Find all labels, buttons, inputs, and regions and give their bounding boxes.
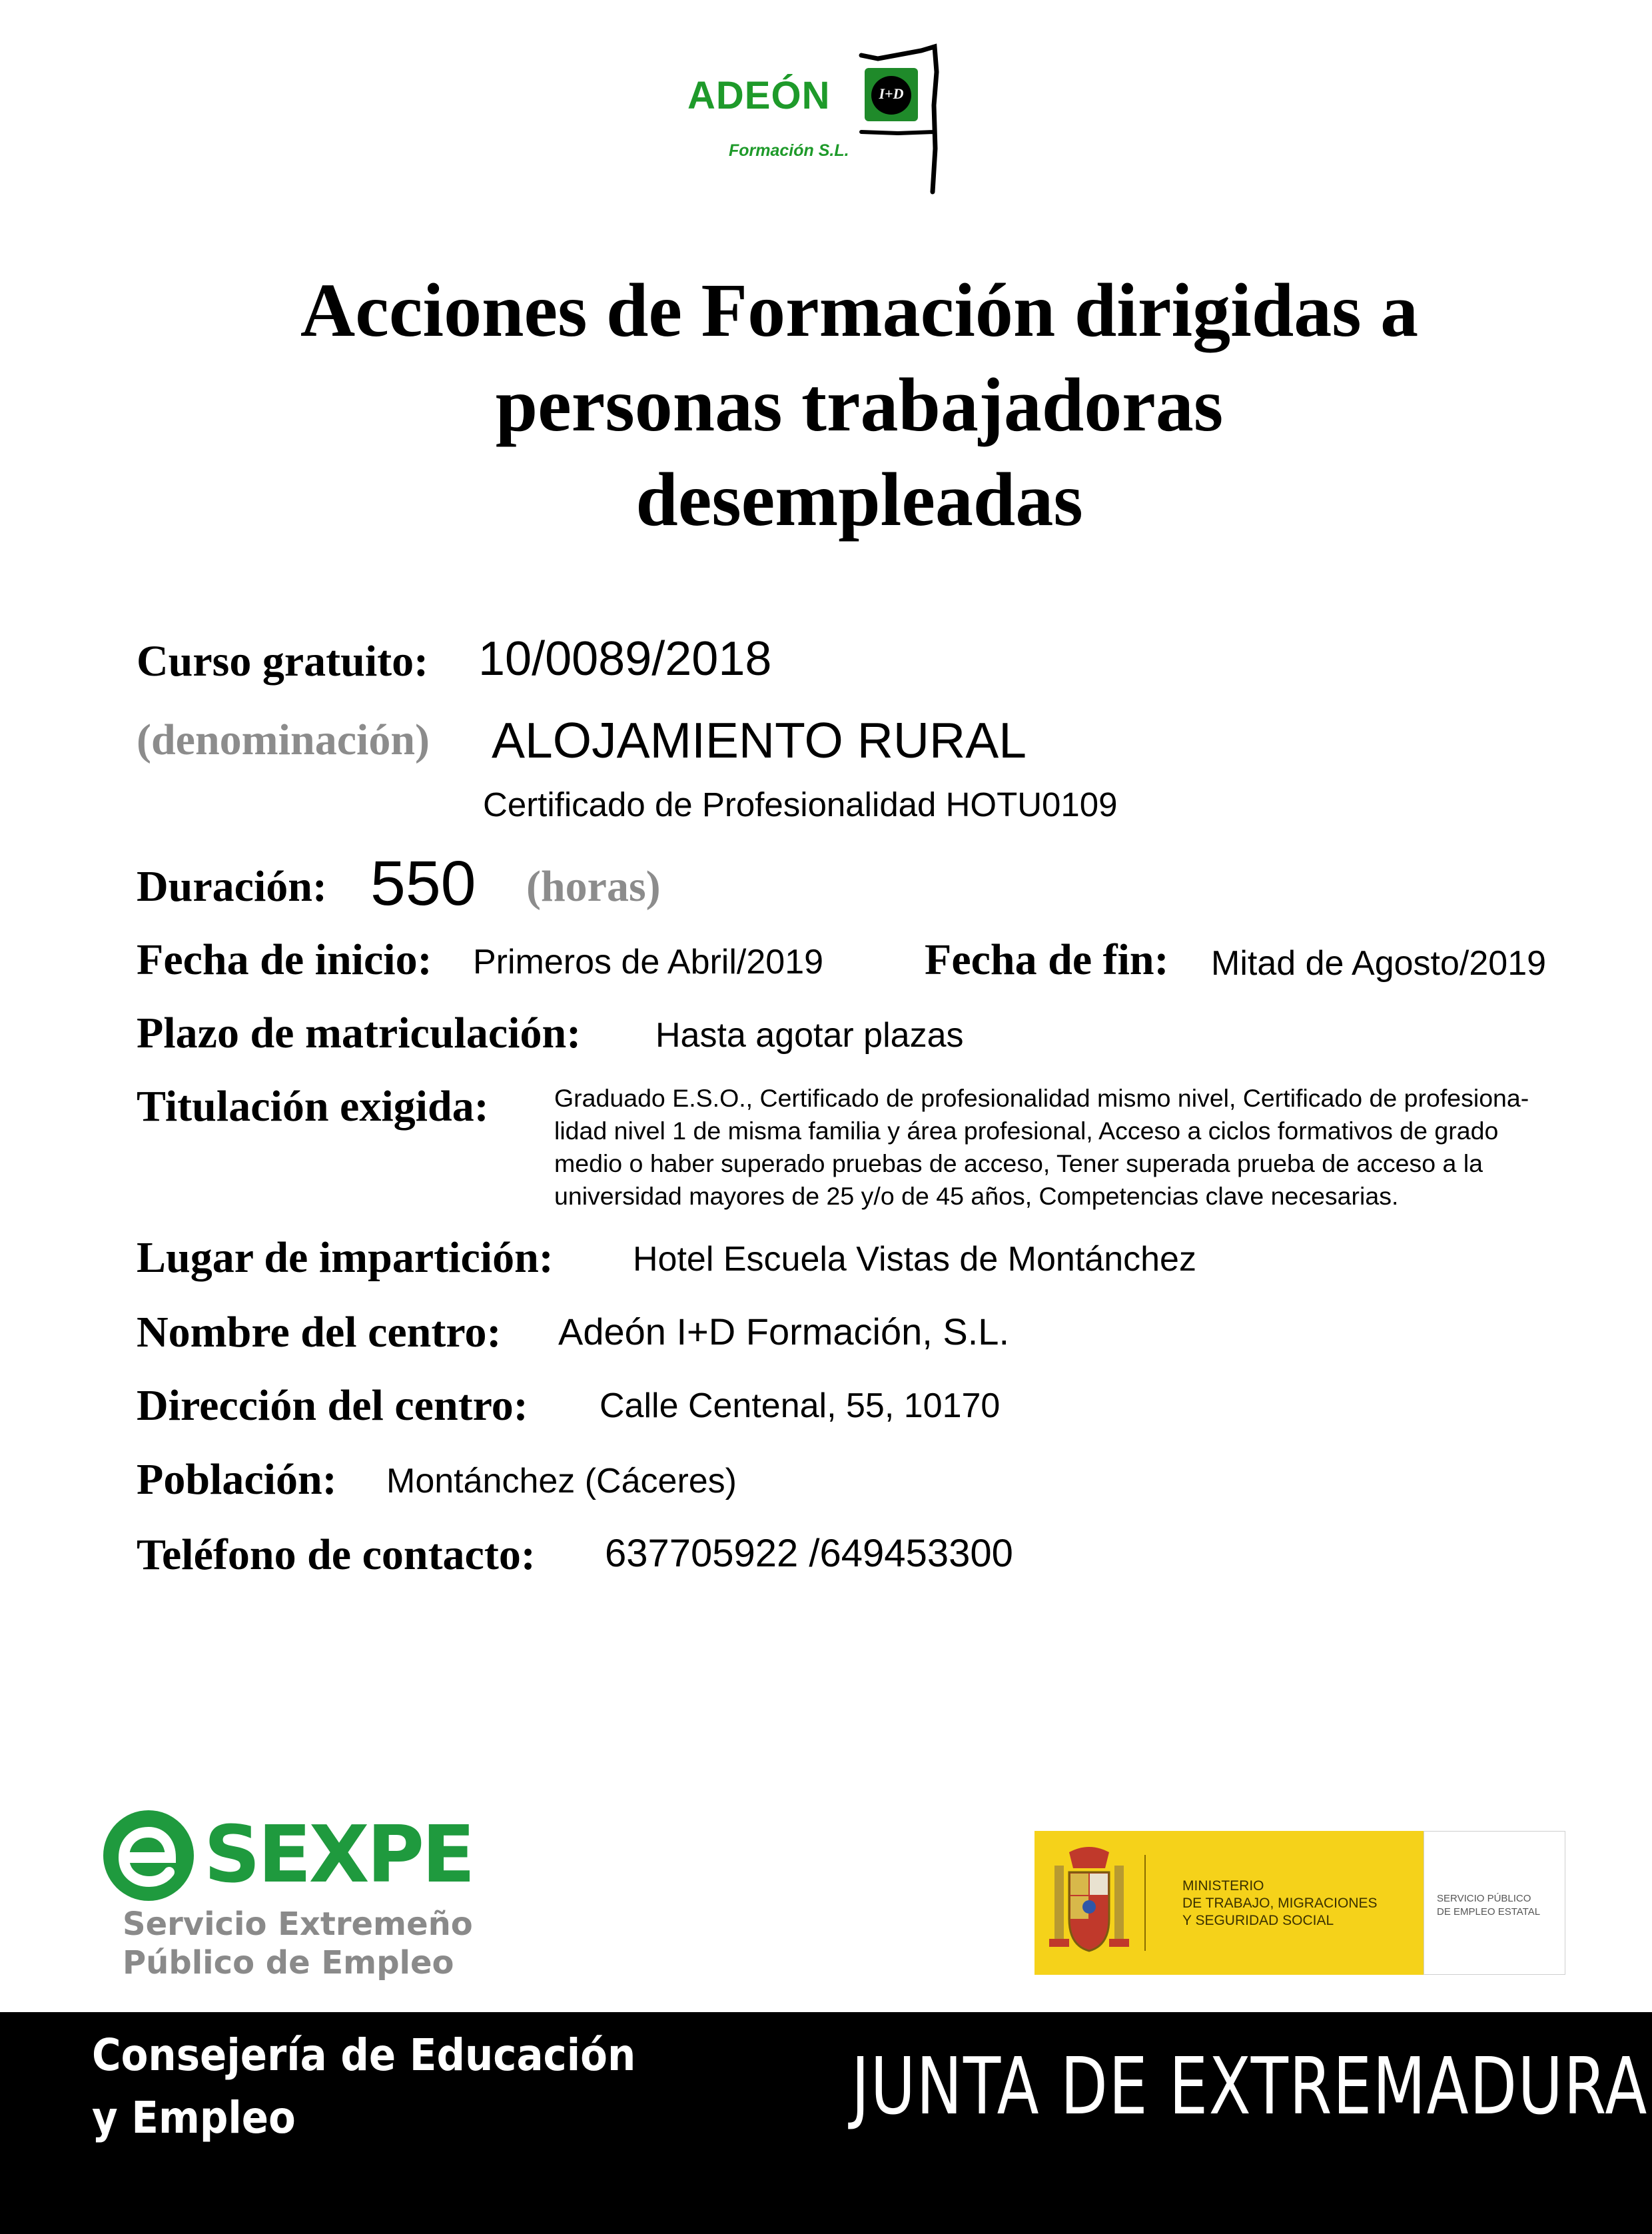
- course-certificate: Certificado de Profesionalidad HOTU0109: [483, 786, 1118, 824]
- duration-unit: (horas): [526, 862, 661, 911]
- place-label: Lugar de impartición:: [137, 1233, 554, 1282]
- sexpe-sub-line: Servicio Extremeño: [123, 1906, 473, 1943]
- enrollment-value: Hasta agotar plazas: [655, 1016, 964, 1055]
- start-date: Primeros de Abril/2019: [473, 943, 824, 981]
- center-value: Adeón I+D Formación, S.L.: [558, 1311, 1010, 1353]
- requirements-line: universidad mayores de 25 y/o de 45 años, Competencias clave necesarias.: [554, 1182, 1399, 1210]
- ministry-line: MINISTERIO: [1182, 1878, 1264, 1894]
- enrollment-label: Plazo de matriculación:: [137, 1009, 582, 1057]
- adeon-logo: [679, 27, 973, 200]
- title-line: desempleadas: [635, 457, 1083, 542]
- footer-bar: [0, 2012, 1652, 2234]
- address-label: Dirección del centro:: [137, 1381, 528, 1430]
- adeon-logo-name: ADEÓN: [687, 74, 831, 117]
- requirements-label: Titulación exigida:: [137, 1082, 489, 1131]
- title-line: Acciones de Formación dirigidas a: [300, 268, 1419, 352]
- requirements-line: lidad nivel 1 de misma familia y área profesional, Acceso a ciclos formativos de grado: [554, 1117, 1499, 1145]
- title-line: personas trabajadoras: [495, 362, 1224, 447]
- sexpe-sub-line: Público de Empleo: [123, 1944, 454, 1981]
- course-code-label: Curso gratuito:: [137, 637, 429, 686]
- course-code: 10/0089/2018: [478, 632, 772, 686]
- phone-value: 637705922 /649453300: [605, 1532, 1013, 1575]
- start-date-label: Fecha de inicio:: [137, 935, 432, 984]
- end-date-label: Fecha de fin:: [925, 935, 1169, 984]
- ministry-line: Y SEGURIDAD SOCIAL: [1182, 1913, 1334, 1928]
- end-date: Mitad de Agosto/2019: [1211, 944, 1547, 983]
- requirements-line: Graduado E.S.O., Certificado de profesionalidad mismo nivel, Certificado de profesiona-: [554, 1084, 1529, 1112]
- footer-consejeria-line: y Empleo: [92, 2092, 296, 2143]
- footer-junta-title: JUNTA DE EXTREMADURA: [851, 2040, 1648, 2132]
- adeon-logo-sub: Formación S.L.: [729, 141, 849, 160]
- sexpe-e-icon: [99, 1806, 199, 1906]
- ministry-divider: [1144, 1855, 1146, 1951]
- town-label: Población:: [137, 1455, 337, 1504]
- adeon-badge-text: I+D: [879, 85, 904, 102]
- adeon-frame-icon: [858, 32, 971, 200]
- sexpe-logo: [99, 1806, 473, 1985]
- requirements-line: medio o haber superado pruebas de acceso, Tener superada prueba de acceso a la: [554, 1149, 1483, 1177]
- phone-label: Teléfono de contacto:: [137, 1530, 536, 1579]
- ministry-line: DE TRABAJO, MIGRACIONES: [1182, 1896, 1378, 1911]
- page-title: [0, 263, 1652, 547]
- ministry-logo: [1034, 1831, 1565, 1975]
- course-name-label: (denominación): [137, 716, 430, 764]
- duration-value: 550: [370, 848, 476, 919]
- place-value: Hotel Escuela Vistas de Montánchez: [633, 1240, 1196, 1279]
- center-label: Nombre del centro:: [137, 1308, 502, 1357]
- sepe-line: DE EMPLEO ESTATAL: [1437, 1906, 1541, 1918]
- sexpe-word: SEXPE: [204, 1808, 473, 1900]
- coat-of-arms-icon: [1049, 1846, 1129, 1960]
- footer-consejeria-line: Consejería de Educación: [92, 2029, 636, 2081]
- town-value: Montánchez (Cáceres): [386, 1462, 737, 1500]
- requirements-text: [554, 1082, 1647, 1213]
- duration-label: Duración:: [137, 862, 327, 911]
- address-value: Calle Centenal, 55, 10170: [600, 1387, 1001, 1425]
- sepe-line: SERVICIO PÚBLICO: [1437, 1893, 1531, 1904]
- course-name: ALOJAMIENTO RURAL: [492, 712, 1027, 768]
